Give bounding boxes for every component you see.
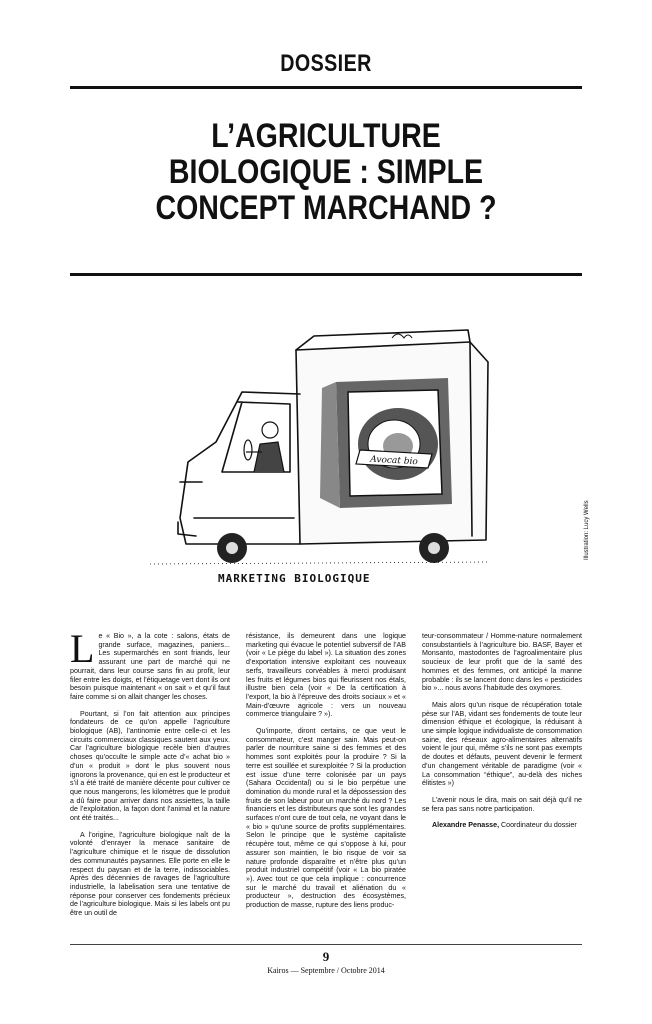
rear-wheel — [419, 533, 449, 563]
paragraph: Mais alors qu’un risque de récupération totale pèse sur l’AB, vidant ses fondements de toute leur dimension éthique et écologique, la réduisant à une simple logique individualiste de consommation saine, des réseaux agro-alimentaires alternatifs voient le jour qui, même s’ils ne sont pas exempts de doutes et défauts, peuvent devenir le ferment d’un changement véritable de paradigme (voir « La consommation “éthique”, au-delà des niches élitistes ») — [422, 700, 582, 788]
article-column-1 — [70, 632, 230, 938]
page-number: 9 — [322, 949, 330, 964]
drop-cap: L — [70, 632, 95, 671]
paragraph: A l’origine, l’agriculture biologique naît de la volonté d’enrayer la menace sanitaire de l’agriculture chimique et le risque de dissolution des communautés paysannes. Elle porte en elle le respect du paysan et de la terre, indissociables. Après des décennies de ravages de l’agriculture industrielle, la labelisation sera une tentative de réponse pour conserver ces fondements précieux de l’agriculture biologique. Mais si les labels ont pu être un outil de — [70, 830, 230, 918]
article-column-2 — [246, 632, 406, 938]
title-line-2: BIOLOGIQUE : SIMPLE — [168, 153, 484, 191]
paragraph: Qu’importe, diront certains, ce que veut le consommateur, c’est manger sain. Mais peut-on parler de nourriture saine si des femmes et des hommes sont exploités pour la produire ? Si la terre est souillée et surexploitée ? Si la production est issue d’une terre colonisée par un pays (Sahara Occidental) ou si le bio perpétue une domination du monde rural et la dépossession des fruits de son labeur pour un marché du nord ? Les financiers et les distributeurs que sont les grandes surfaces n’ont cure de tout cela, ne voyant dans le « bio » qu’une source de profits supplémentaires. Selon le principe que le système capitaliste récupère tout, même ce qui s’oppose à lui, pour assurer son maintien, le bio risque de voir sa nature profonde disparaître et n’être plus qu’un produit industriel compétitif (voir « La bio piratée »). Avec tout ce que cela implique : concurrence sur le marché du travail et aliénation du « producteur », destruction des écosystèmes, production de masse, rupture des liens produc- — [246, 727, 406, 910]
article-body — [70, 632, 582, 938]
publication-info: Kairos — Septembre / Octobre 2014 — [267, 966, 385, 975]
illustration-caption: MARKETING BIOLOGIQUE — [218, 572, 371, 585]
avocado-image — [358, 408, 438, 480]
article-title — [52, 118, 600, 226]
section-label: DOSSIER — [280, 50, 372, 77]
paragraph: L’avenir nous le dira, mais on sait déjà qu’il ne se fera pas sans notre participation. — [422, 795, 582, 813]
article-signature — [422, 821, 582, 830]
title-line-1: L’AGRICULTURE — [211, 117, 441, 155]
paragraph: résistance, ils demeurent dans une logique marketing qui évacue le potentiel subversif de l’AB (voir « Le piège du label »). La situation des zones d’exportation intensive exploitant ces nouveaux serfs, travailleurs corvéables à merci produisant les fruits et légumes bios qui fleurissent nos étals, illustre bien cela (voir « De la certification à l’export, la bio à l’épreuve des droits sociaux » et « Main-d’œuvre agricole : vers un nouveau commerce triangulaire ? »). — [246, 632, 406, 719]
paragraph: Pourtant, si l’on fait attention aux principes fondateurs de ce qu’on appelle l’agriculture biologique (AB), l’antinomie entre celle-ci et les circuits commerciaux classiques sautent aux yeux. Car l’agriculture biologique recèle bien d’autres choses qu’occulte le simple acte d’« achat bio » d’un « produit » dont le plus souvent nous ignorons la provenance, qui en est le producteur et s’il a été traité de manière décente pour cultiver ce que nous mangerons, les kilomètres que le produit a dû faire pour arriver dans nos assiettes, la taille de l’exploitation, la façon dont l’animal et la nature ont été traités... — [70, 709, 230, 823]
article-column-3 — [422, 632, 582, 938]
paragraph: teur-consommateur / Homme-nature normalement consubstantiels à l’agriculture bio. BASF, Bayer et Monsanto, mastodontes de l’agroalimentaire plus soucieux de leur profit que de la santé des hommes et des femmes, ont anticipé la manne probable : ils se lancent donc dans les « pesticides bio »... nous avons l’habitude des oxymores. — [422, 632, 582, 693]
driver-figure — [244, 422, 284, 472]
author-name: Alexandre Penasse, — [432, 821, 500, 830]
illustration-credit: Illustration: Lucy Wells — [584, 500, 590, 560]
title-line-3: CONCEPT MARCHAND ? — [155, 189, 497, 227]
front-wheel — [217, 533, 247, 563]
footer-rule — [70, 944, 582, 945]
truck-illustration — [150, 322, 520, 592]
paragraph: Le « Bio », a la cote : salons, états de grande surface, magazines, paniers... Les supermarchés en sont friands, leur assurant une part de marché qui ne pourrait, dans leur course sans fin au profit, leur filer entre les doigts, et l’étiquetage vert dont ils ont besoin puisque maintenant « on sait » et qu’il faut faire comme si on allait changer les choses. — [70, 632, 230, 701]
header-rule-bottom — [70, 273, 582, 276]
header-rule-top — [70, 86, 582, 89]
billboard-sign-text: Avocat bio — [369, 454, 419, 468]
author-role: Coordinateur du dossier — [499, 821, 577, 830]
